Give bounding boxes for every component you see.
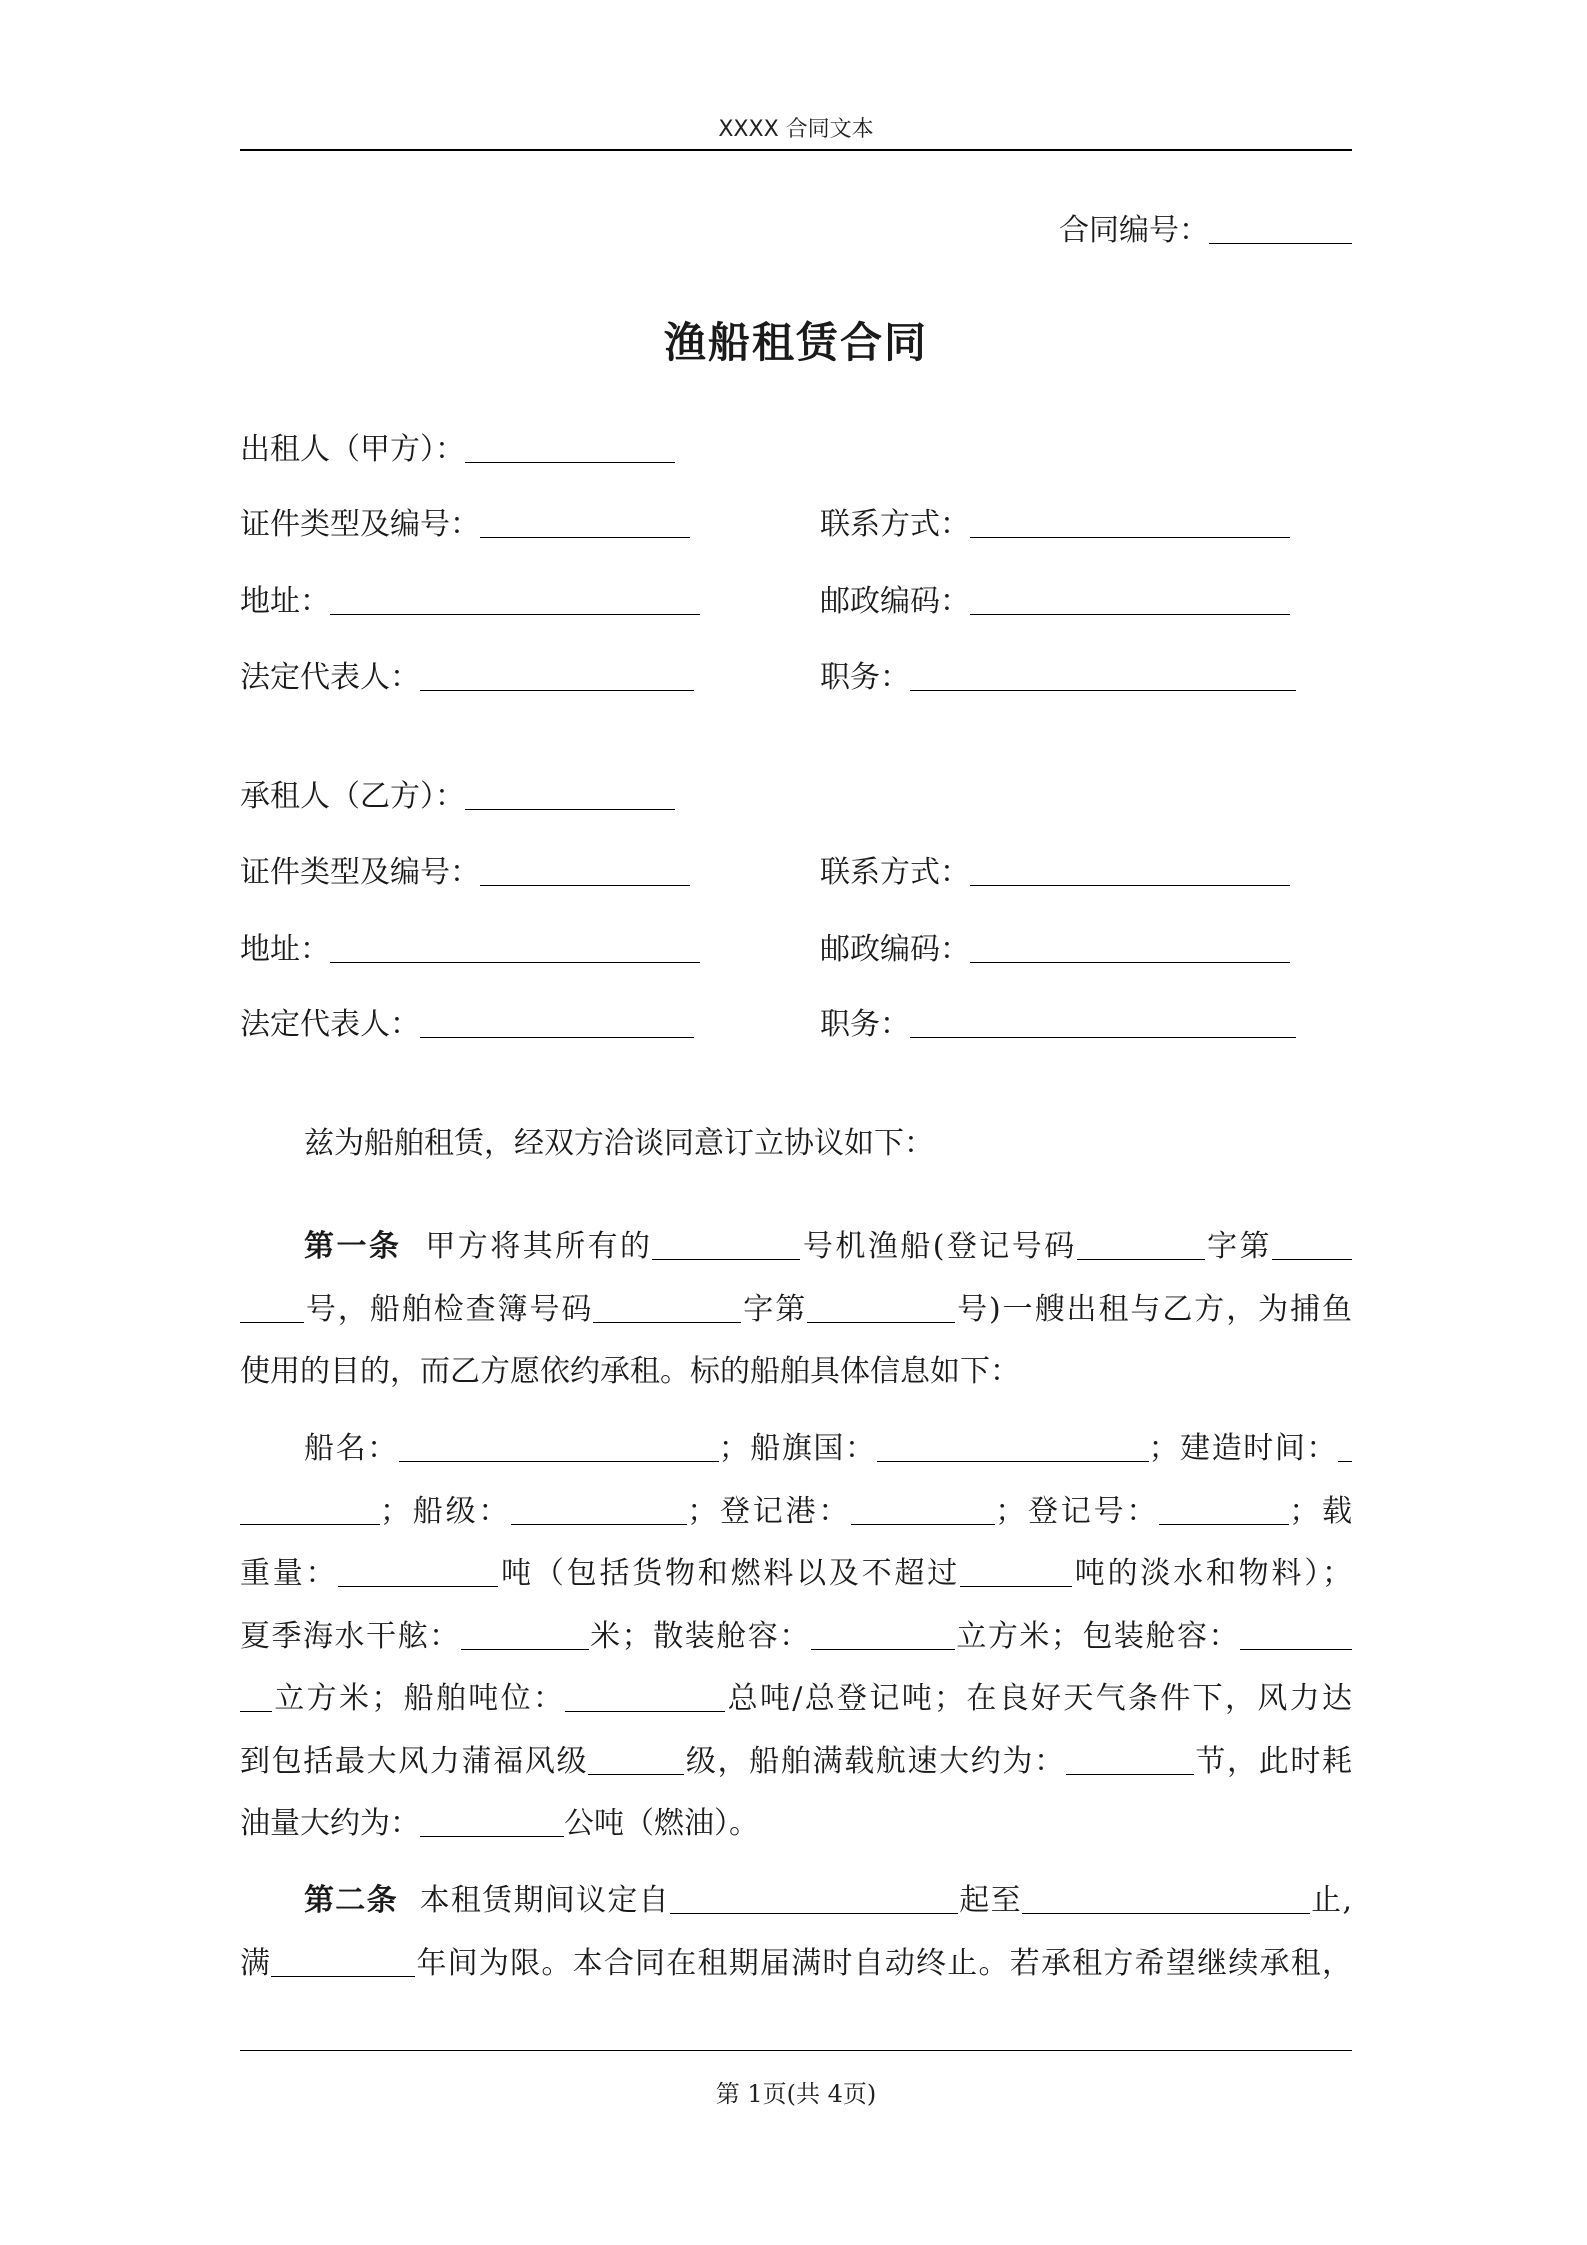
contract-number-blank[interactable] <box>1209 213 1352 244</box>
freeboard-blank[interactable] <box>461 1619 589 1650</box>
header-rule <box>240 149 1352 151</box>
registry-port-blank[interactable] <box>851 1494 995 1525</box>
article-2: 第二条 本租赁期间议定自 起至 止, 满 年间为限。本合同在租期届满时自动终止。若承租方希望继续承租， <box>240 1883 1353 1981</box>
party-b-rep-field: 法定代表人： <box>240 1003 694 1045</box>
party-b-id-field: 证件类型及编号： <box>240 851 690 893</box>
party-a-name-blank[interactable] <box>465 432 675 463</box>
wind-scale-blank[interactable] <box>588 1744 684 1775</box>
party-a-position-field: 职务： <box>820 656 1296 698</box>
party-b-postal-blank[interactable] <box>970 932 1290 963</box>
party-a-name-field: 出租人（甲方）： <box>240 428 675 470</box>
party-b-position-field: 职务： <box>820 1003 1296 1045</box>
party-b-position-blank[interactable] <box>910 1007 1296 1038</box>
contract-number-label: 合同编号： <box>1059 213 1209 248</box>
party-b-id-blank[interactable] <box>480 855 690 886</box>
contract-number <box>1059 205 1352 249</box>
lease-end-blank[interactable] <box>1022 1883 1310 1914</box>
lease-years-blank[interactable] <box>271 1946 415 1977</box>
fuel-consumption-blank[interactable] <box>420 1806 564 1837</box>
party-b-address-field: 地址： <box>240 928 700 970</box>
tonnage-blank[interactable] <box>565 1681 725 1712</box>
party-b-address-blank[interactable] <box>330 932 700 963</box>
article-1-heading: 第一条 <box>304 1229 402 1264</box>
intro-text: 兹为船舶租赁，经双方洽谈同意订立协议如下： <box>304 1126 934 1161</box>
party-b-contact-blank[interactable] <box>970 855 1290 886</box>
party-a-postal-blank[interactable] <box>970 584 1290 615</box>
party-b-name-field: 承租人（乙方）： <box>240 775 675 817</box>
party-a-contact-field: 联系方式： <box>820 503 1290 545</box>
build-date-blank-cont[interactable] <box>240 1494 380 1525</box>
party-a-rep-field: 法定代表人： <box>240 656 694 698</box>
party-a-postal-field: 邮政编码： <box>820 580 1290 622</box>
registration-number-blank-cont[interactable] <box>240 1292 304 1323</box>
boat-number-blank[interactable] <box>652 1229 800 1260</box>
party-b-rep-blank[interactable] <box>420 1007 694 1038</box>
registration-prefix-blank[interactable] <box>1077 1229 1205 1260</box>
party-b-postal-field: 邮政编码： <box>820 928 1290 970</box>
party-b-name-blank[interactable] <box>465 779 675 810</box>
page-footer: 第 1页(共 4页) <box>715 2080 877 2108</box>
registry-number-blank[interactable] <box>1159 1494 1289 1525</box>
party-b-contact-field: 联系方式： <box>820 851 1290 893</box>
inspection-number-blank[interactable] <box>807 1292 955 1323</box>
document-title: 渔船租赁合同 <box>663 318 928 367</box>
bulk-capacity-blank[interactable] <box>811 1619 955 1650</box>
party-a-id-field: 证件类型及编号： <box>240 503 690 545</box>
ship-details: 船名： ；船旗国： ；建造时间： ；船级： ；登记港： ；登记号： ；载 重量： 吨（包括货物和燃料以及不超过 吨的淡水和物料）； 夏季海水干舷： 米；散装舱容： 立方米；包装舱容： 立方米；船舶吨位： 总吨/总登记吨；在良好天气条件下，风力达 到包括最大风力蒲福风级 级，船舶满载航速大约为： 节，此时耗 油量大约为： 公吨（燃油）。 <box>240 1431 1353 1841</box>
party-a-address-field: 地址： <box>240 580 700 622</box>
ship-name-blank[interactable] <box>399 1431 719 1462</box>
article-1: 第一条 甲方将其所有的 号机渔船(登记号码 字第 号，船舶检查簿号码 字第 号)一艘出租与乙方，为捕鱼 使用的目的，而乙方愿依约承租。标的船舶具体信息如下： <box>240 1229 1353 1389</box>
party-a-contact-blank[interactable] <box>970 507 1290 538</box>
lease-start-blank[interactable] <box>670 1883 958 1914</box>
registration-number-blank[interactable] <box>1272 1229 1352 1260</box>
ship-class-blank[interactable] <box>511 1494 687 1525</box>
ship-flag-blank[interactable] <box>877 1431 1149 1462</box>
build-date-blank[interactable] <box>1338 1431 1352 1462</box>
bale-capacity-blank-cont[interactable] <box>240 1681 272 1712</box>
article-2-heading: 第二条 <box>304 1883 398 1918</box>
footer-rule <box>240 2050 1352 2051</box>
fresh-water-blank[interactable] <box>960 1556 1072 1587</box>
inspection-prefix-blank[interactable] <box>593 1292 741 1323</box>
party-a-position-blank[interactable] <box>910 660 1296 691</box>
party-a-rep-blank[interactable] <box>420 660 694 691</box>
party-a-id-blank[interactable] <box>480 507 690 538</box>
page-header: XXXX 合同文本 <box>718 117 874 142</box>
speed-blank[interactable] <box>1066 1744 1194 1775</box>
bale-capacity-blank[interactable] <box>1240 1619 1352 1650</box>
party-a-address-blank[interactable] <box>330 584 700 615</box>
deadweight-blank[interactable] <box>338 1556 498 1587</box>
